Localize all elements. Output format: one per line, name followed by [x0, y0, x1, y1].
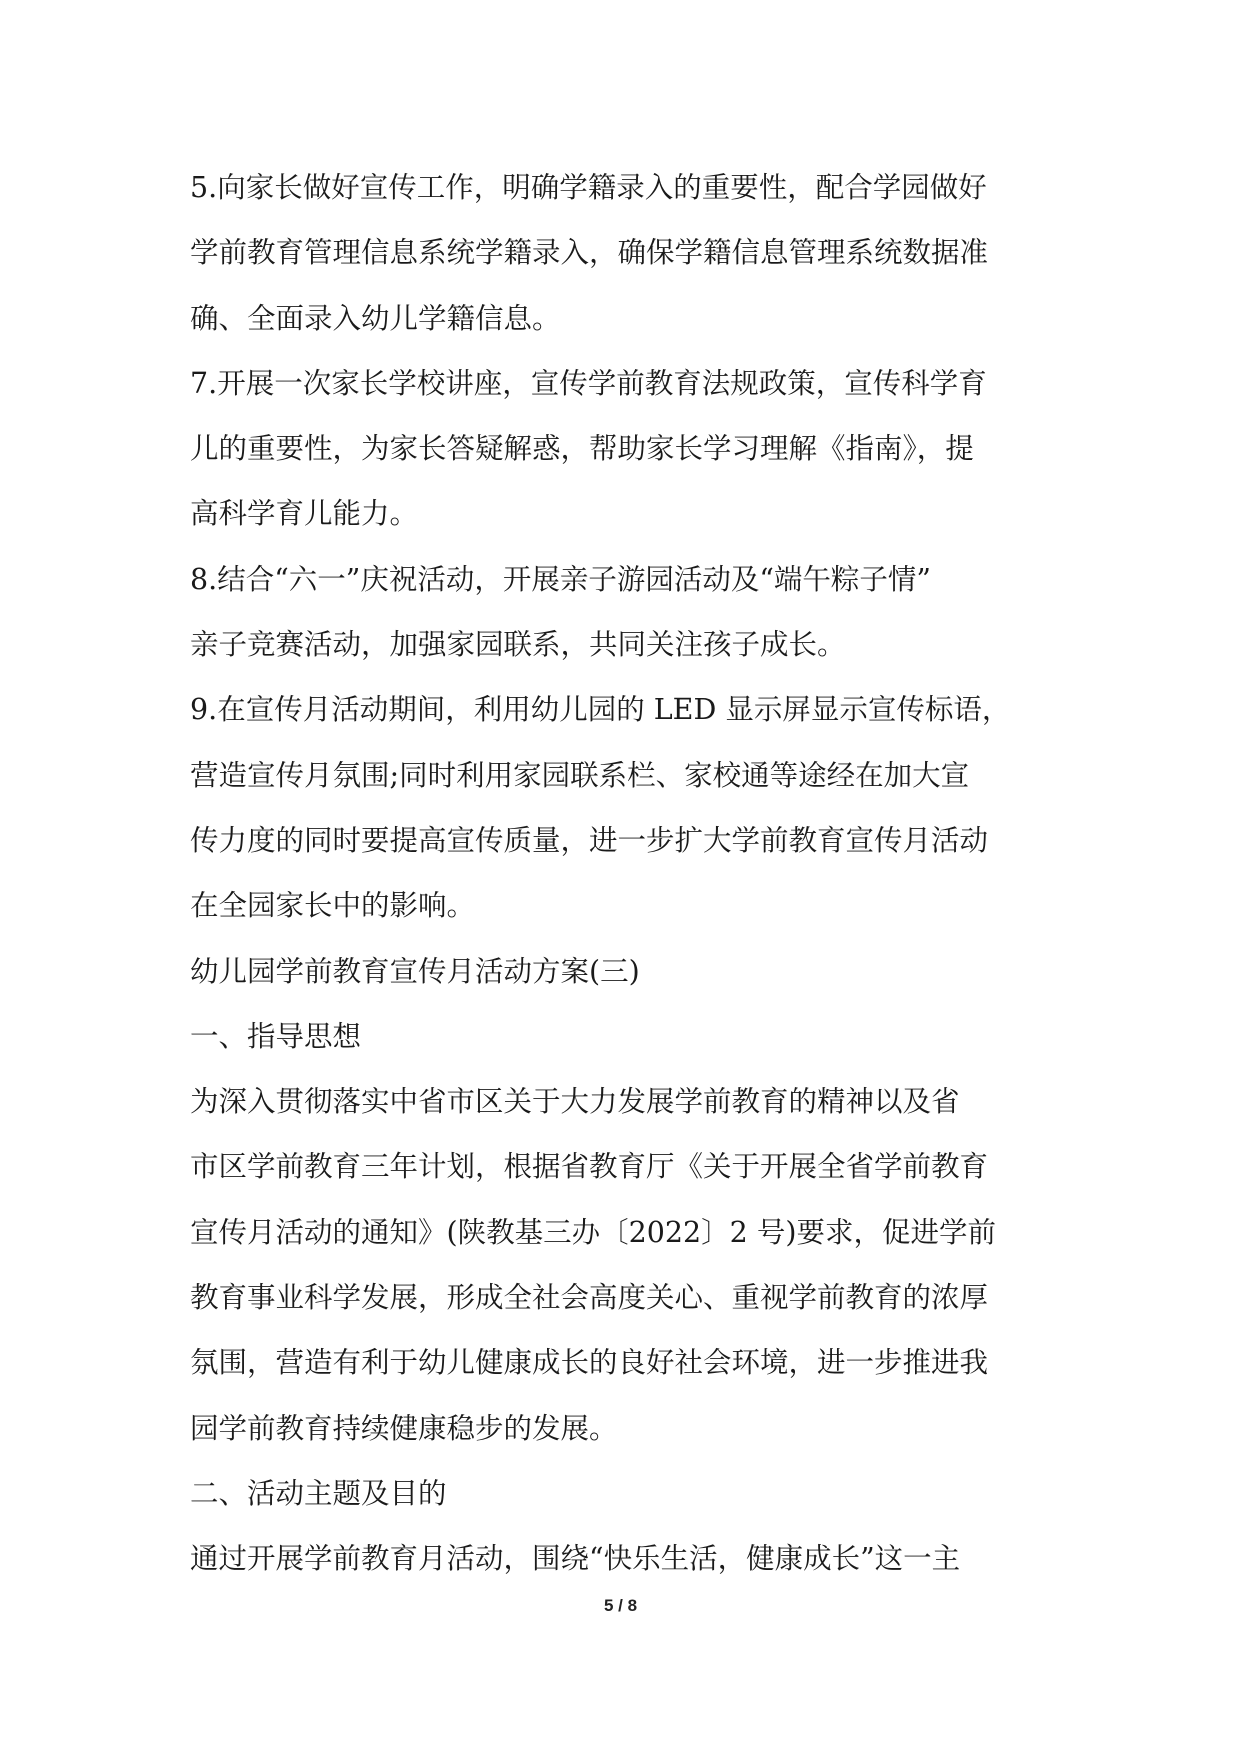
- text-line: 5.向家长做好宣传工作，明确学籍录入的重要性，配合学园做好: [190, 171, 987, 204]
- paragraph-item-8: [190, 547, 1070, 678]
- text-line: 儿的重要性，为家长答疑解惑，帮助家长学习理解《指南》，提: [190, 432, 974, 466]
- text-line: 一、指导思想: [190, 1019, 362, 1053]
- text-line: 8.结合“六一”庆祝活动，开展亲子游园活动及“端午粽子情”: [190, 562, 931, 596]
- text-line: 亲子竞赛活动，加强家园联系，共同关注孩子成长。: [190, 628, 846, 662]
- document-body: [190, 155, 1070, 1592]
- text-line: 二、活动主题及目的: [190, 1476, 447, 1510]
- text-line: 通过开展学前教育月活动，围绕“快乐生活，健康成长”这一主: [190, 1542, 961, 1576]
- text-line: 宣传月活动的通知》(陕教基三办〔2022〕2 号)要求，促进学前: [190, 1215, 996, 1249]
- text-line: 传力度的同时要提高宣传质量，进一步扩大学前教育宣传月活动: [190, 823, 989, 857]
- text-line: 学前教育管理信息系统学籍录入，确保学籍信息管理系统数据准: [190, 236, 989, 270]
- heading-theme-purpose: [190, 1461, 1070, 1526]
- paragraph-item-7: [190, 351, 1070, 547]
- section-title: [190, 939, 1070, 1004]
- text-line: 在全园家长中的影响。: [190, 889, 476, 923]
- text-line: 高科学育儿能力。: [190, 497, 419, 531]
- text-line: 氛围，营造有利于幼儿健康成长的良好社会环境，进一步推进我: [190, 1346, 989, 1380]
- paragraph-item-9: [190, 677, 1070, 938]
- paragraph-theme-purpose: [190, 1526, 1070, 1591]
- text-line: 市区学前教育三年计划，根据省教育厅《关于开展全省学前教育: [190, 1150, 989, 1184]
- text-line: 7.开展一次家长学校讲座，宣传学前教育法规政策，宣传科学育: [190, 366, 987, 400]
- text-line: 9.在宣传月活动期间，利用幼儿园的 LED 显示屏显示宣传标语，: [190, 693, 1011, 727]
- text-line: 园学前教育持续健康稳步的发展。: [190, 1411, 618, 1445]
- text-line: 营造宣传月氛围;同时利用家园联系栏、家校通等途经在加大宣: [190, 758, 970, 792]
- paragraph-guiding-ideology: [190, 1069, 1070, 1461]
- text-line: 幼儿园学前教育宣传月活动方案(三): [190, 954, 640, 988]
- paragraph-item-5: [190, 155, 1070, 351]
- text-line: 教育事业科学发展，形成全社会高度关心、重视学前教育的浓厚: [190, 1281, 989, 1315]
- text-line: 确、全面录入幼儿学籍信息。: [190, 301, 561, 335]
- heading-guiding-ideology: [190, 1004, 1070, 1069]
- page-number: 5 / 8: [603, 1596, 638, 1615]
- text-line: 为深入贯彻落实中省市区关于大力发展学前教育的精神以及省: [190, 1085, 960, 1119]
